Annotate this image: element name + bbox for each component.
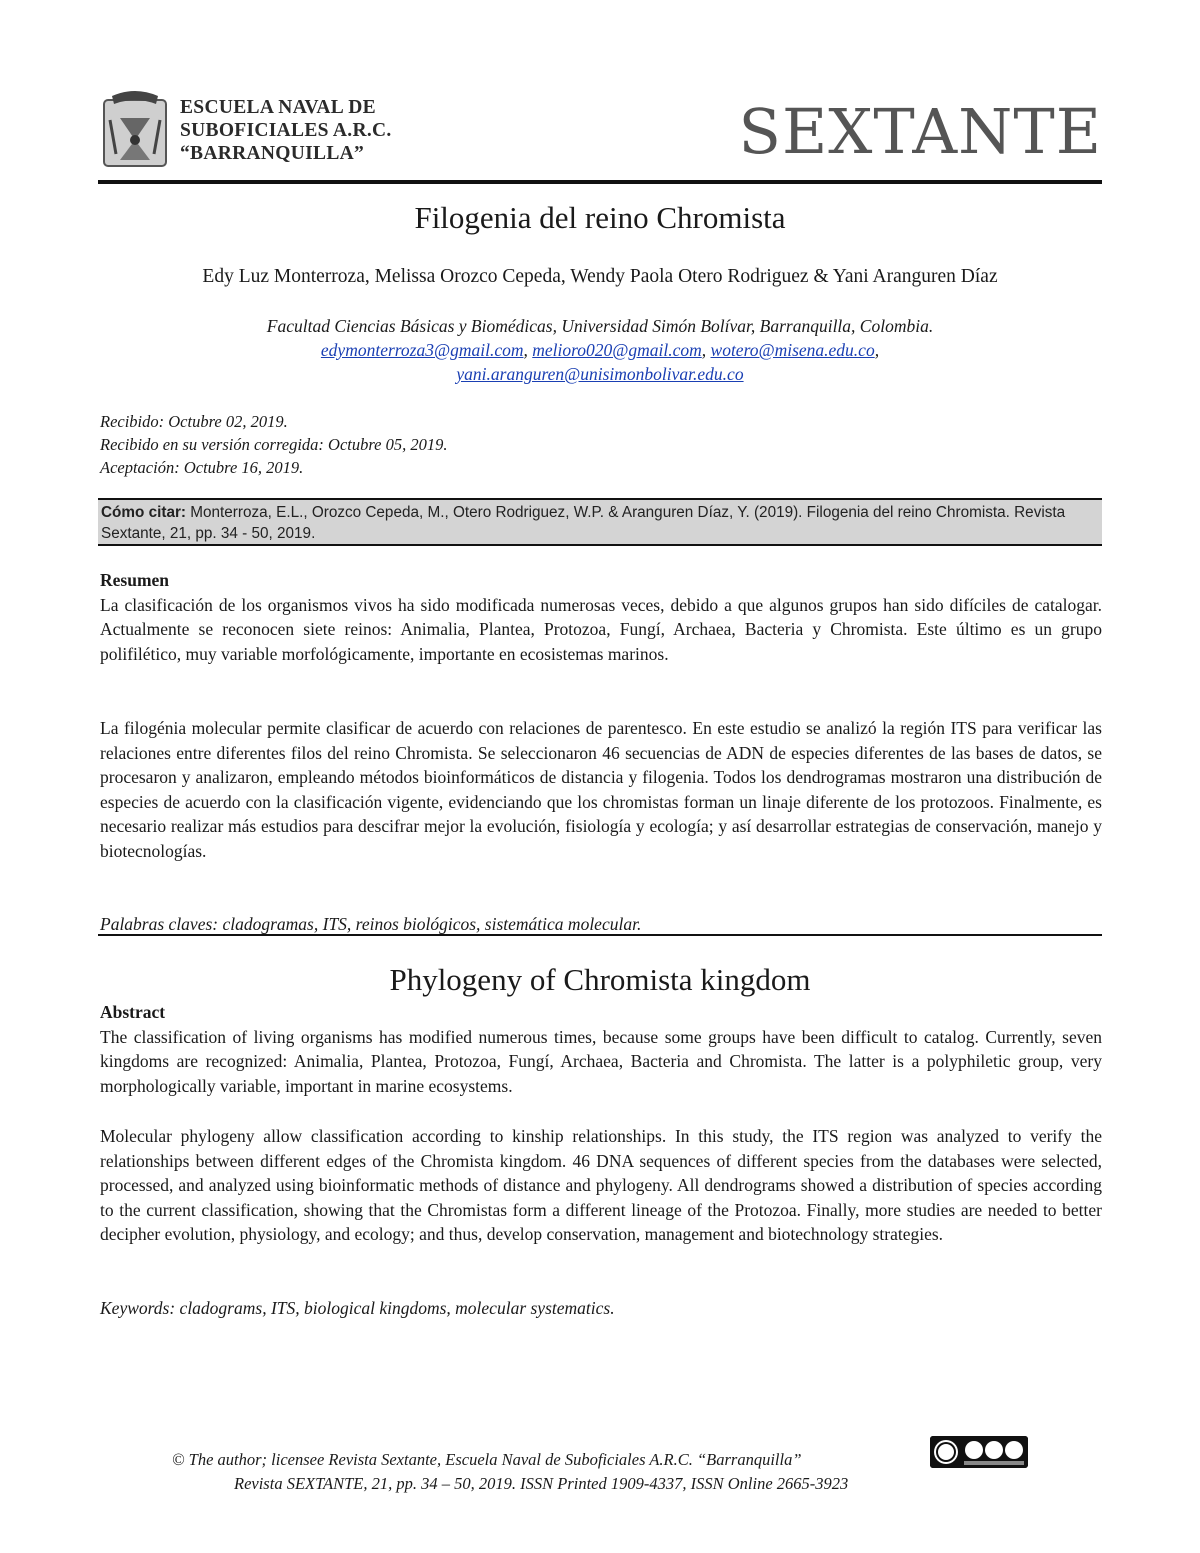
header-rule: [98, 180, 1102, 184]
resumen-keywords: Palabras claves: cladogramas, ITS, reinos biológicos, sistemática molecular.: [100, 914, 642, 934]
email-list: edymonterroza3@gmail.com, melioro020@gmail.com, wotero@misena.edu.co, yani.aranguren@unisimonbolivar.edu.co: [320, 340, 880, 384]
copyright-line: © The author; licensee Revista Sextante, Escuela Naval de Suboficiales A.R.C. “Barranquilla”: [172, 1450, 802, 1469]
date-accepted: Aceptación: Octubre 16, 2019.: [100, 458, 304, 477]
paper-title-en: Phylogeny of Chromista kingdom: [389, 962, 811, 997]
email-link-3[interactable]: wotero@misena.edu.co: [710, 340, 875, 360]
naval-crest-icon: [102, 90, 168, 170]
journal-logo: SEXTANTE: [738, 95, 1102, 168]
school-line-2: SUBOFICIALES A.R.C.: [180, 120, 392, 141]
resumen-keywords-block: [100, 912, 1102, 937]
citation-text: Monterroza, E.L., Orozco Cepeda, M., Otero Rodriguez, W.P. & Aranguren Díaz, Y. (2019). Filogenia del reino Chromista. Revista Sextante, 21, pp. 34 - 50, 2019.: [101, 504, 1066, 542]
section-divider: [98, 934, 1102, 936]
citation-label: Cómo citar:: [101, 504, 186, 521]
email-link-1[interactable]: edymonterroza3@gmail.com: [320, 340, 524, 360]
citation-box: [98, 498, 1102, 546]
journal-header: [100, 88, 1102, 180]
school-line-3: “BARRANQUILLA”: [180, 143, 365, 164]
affiliation-block: [0, 314, 1200, 386]
resumen-paragraph-1: La clasificación de los organismos vivos ha sido modificada numerosas veces, debido a que algunos grupos han sido difíciles de catalogar. Actualmente se reconocen siete reinos: Animalia, Plantea, Protozoa, Fungí, Archaea, Bacteria y Chromista. Este último es un grupo polifilético, muy variable morfológicamente, importante en ecosistemas marinos.: [100, 594, 1102, 664]
journal-issn-line: Revista SEXTANTE, 21, pp. 34 – 50, 2019. ISSN Printed 1909-4337, ISSN Online 2665-3923: [234, 1474, 849, 1493]
email-link-2[interactable]: melioro020@gmail.com: [532, 340, 702, 360]
affiliation: Facultad Ciencias Básicas y Biomédicas, Universidad Simón Bolívar, Barranquilla, Colombia.: [266, 316, 934, 336]
school-name: [180, 96, 392, 165]
abstract-paragraph-1: The classification of living organisms has modified numerous times, because some groups have been difficult to catalog. Currently, seven kingdoms are recognized: Animalia, Plantea, Protozoa, Fungí, Archaea, Bacteria and Chromista. The latter is a polyphiletic group, very morphologically variable, important in marine ecosystems.: [100, 1026, 1102, 1096]
abstract-paragraph-2: Molecular phylogeny allow classification according to kinship relationships. In this study, the ITS region was analyzed to verify the relationships between different edges of the Chromista kingdom. 46 DNA sequences of different species from the databases were selected, processed, and analyzed using bioinformatic methods of distance and phylogeny. All dendrograms showed a distribution of species according to the current classification, showing that the Chromistas form a different lineage of the Protozoa. Finally, more studies are needed to better decipher evolution, physiology, and ecology; and thus, develop conservation, management and biotechnology strategies.: [100, 1126, 1102, 1245]
school-line-1: ESCUELA NAVAL DE: [180, 97, 376, 118]
abstract-section: [100, 1000, 1102, 1098]
date-received: Recibido: Octubre 02, 2019.: [100, 412, 288, 431]
abstract-keywords: Keywords: cladograms, ITS, biological kingdoms, molecular systematics.: [100, 1298, 615, 1318]
resumen-heading: Resumen: [100, 570, 170, 590]
resumen-section-2: [100, 716, 1102, 864]
abstract-heading: Abstract: [100, 1002, 166, 1022]
date-revised: Recibido en su versión corregida: Octubre 05, 2019.: [100, 435, 448, 454]
email-link-4[interactable]: yani.aranguren@unisimonbolivar.edu.co: [456, 364, 744, 384]
author-list: Edy Luz Monterroza, Melissa Orozco Cepeda, Wendy Paola Otero Rodriguez & Yani Aranguren Díaz: [202, 266, 998, 287]
abstract-section-2: [100, 1124, 1102, 1247]
resumen-section: [100, 568, 1102, 666]
abstract-keywords-block: [100, 1296, 1102, 1321]
paper-title-es: Filogenia del reino Chromista: [414, 200, 786, 235]
date-history: [100, 410, 448, 479]
cc-by-nc-sa-icon: [930, 1436, 1028, 1468]
resumen-paragraph-2: La filogénia molecular permite clasificar de acuerdo con relaciones de parentesco. En este estudio se analizó la región ITS para verificar las relaciones entre diferentes filos del reino Chromista. Se seleccionaron 46 secuencias de ADN de especies diferentes de las bases de datos, se procesaron y analizaron, empleando métodos bioinformáticos de distancia y filogenia. Todos los dendrogramas mostraron una distribución de especies de acuerdo con la clasificación vigente, evidenciando que los chromistas forman un linaje diferente de los protozoos. Finalmente, es necesario realizar más estudios para descifrar mejor la evolución, fisiología y ecología; y así desarrollar estrategias de conservación, manejo y biotecnologías.: [100, 718, 1102, 861]
